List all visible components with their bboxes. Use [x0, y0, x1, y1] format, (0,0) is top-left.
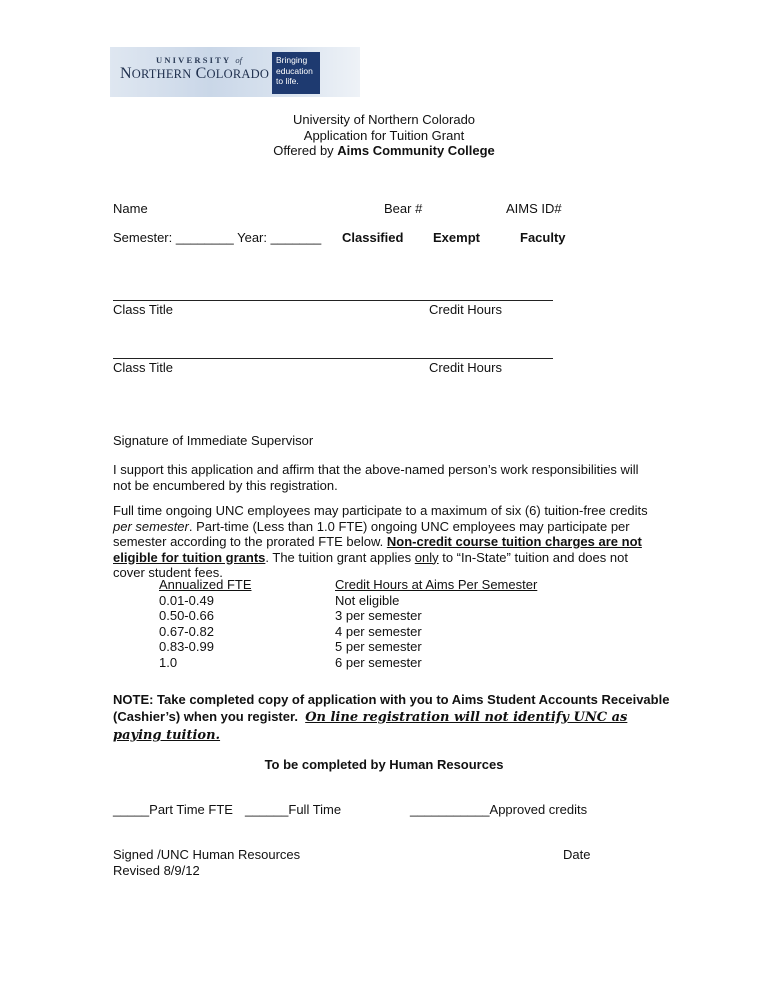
document-title: [0, 112, 768, 159]
category-option-faculty[interactable]: Faculty: [520, 230, 566, 245]
title-line-1: University of Northern Colorado: [292, 112, 476, 127]
class-1-title-label: Class Title: [113, 302, 173, 317]
bear-number-field-label[interactable]: Bear #: [384, 201, 423, 216]
registration-note: NOTE: Take completed copy of application with you to Aims Student Accounts Receivable (Cashier’s) when you register. On line registration will not identify UNC as paying tuition.: [113, 692, 670, 743]
part-time-fte-field[interactable]: _____Part Time FTE: [113, 802, 233, 817]
table-row: 1.0 6 per semester: [159, 654, 422, 670]
supervisor-signature-label[interactable]: Signature of Immediate Supervisor: [113, 433, 314, 448]
semester-field[interactable]: [113, 230, 321, 245]
approved-credits-field[interactable]: ___________Approved credits: [410, 802, 588, 817]
unc-logo: [110, 47, 360, 97]
title-line-3: Offered by Aims Community College: [273, 143, 495, 158]
table-header-row: [159, 577, 537, 593]
column-header-annualized-fte: Annualized FTE: [159, 577, 252, 592]
table-row: 0.01-0.49 Not eligible: [159, 592, 400, 608]
class-2-credit-hours-label: Credit Hours: [429, 360, 502, 375]
category-option-classified[interactable]: Classified: [342, 230, 404, 245]
logo-tagline-box: Bringing education to life.: [272, 52, 320, 94]
table-row: 0.50-0.66 3 per semester: [159, 608, 422, 623]
name-field-label[interactable]: Name: [113, 201, 148, 216]
policy-paragraph: Full time ongoing UNC employees may participate to a maximum of six (6) tuition-free credits per semester. Part-time (Less than 1.0 FTE) ongoing UNC employees may participate per semester according to the prorated FTE below. Non-credit course tuition charges are not eligible for tuition grants. The tuition grant applies only to “In-State” tuition and does not cover student fees.: [113, 503, 648, 580]
hr-date-label[interactable]: Date: [563, 847, 591, 862]
class-2-entry-line[interactable]: [113, 358, 553, 359]
affirmation-text: I support this application and affirm that the above-named person’s work responsibilities will not be encumbered by this registration.: [113, 462, 639, 493]
logo-northern-colorado-text: NORTHERN COLORADO: [120, 65, 270, 82]
class-2-title-label: Class Title: [113, 360, 173, 375]
hr-section-heading: To be completed by Human Resources: [264, 757, 504, 772]
table-row: 0.83-0.99 5 per semester: [159, 639, 422, 654]
year-blank[interactable]: _______: [270, 230, 322, 245]
semester-blank[interactable]: ________: [175, 230, 234, 245]
logo-university-text: UNIVERSITY of: [156, 55, 243, 65]
semester-label: Semester:: [113, 230, 173, 245]
fte-credit-table: [159, 577, 537, 670]
full-time-field[interactable]: ______Full Time: [245, 802, 342, 817]
column-header-credit-hours: Credit Hours at Aims Per Semester: [335, 577, 538, 592]
category-option-exempt[interactable]: Exempt: [433, 230, 480, 245]
table-row: 0.67-0.82 4 per semester: [159, 623, 422, 639]
class-1-credit-hours-label: Credit Hours: [429, 302, 502, 317]
hr-signature-label[interactable]: Signed /UNC Human Resources: [113, 847, 301, 862]
year-label: Year:: [237, 230, 267, 245]
class-1-entry-line[interactable]: [113, 300, 553, 301]
aims-id-field-label[interactable]: AIMS ID#: [506, 201, 562, 216]
title-line-2: Application for Tuition Grant: [303, 127, 465, 143]
revision-date: Revised 8/9/12: [113, 863, 200, 878]
